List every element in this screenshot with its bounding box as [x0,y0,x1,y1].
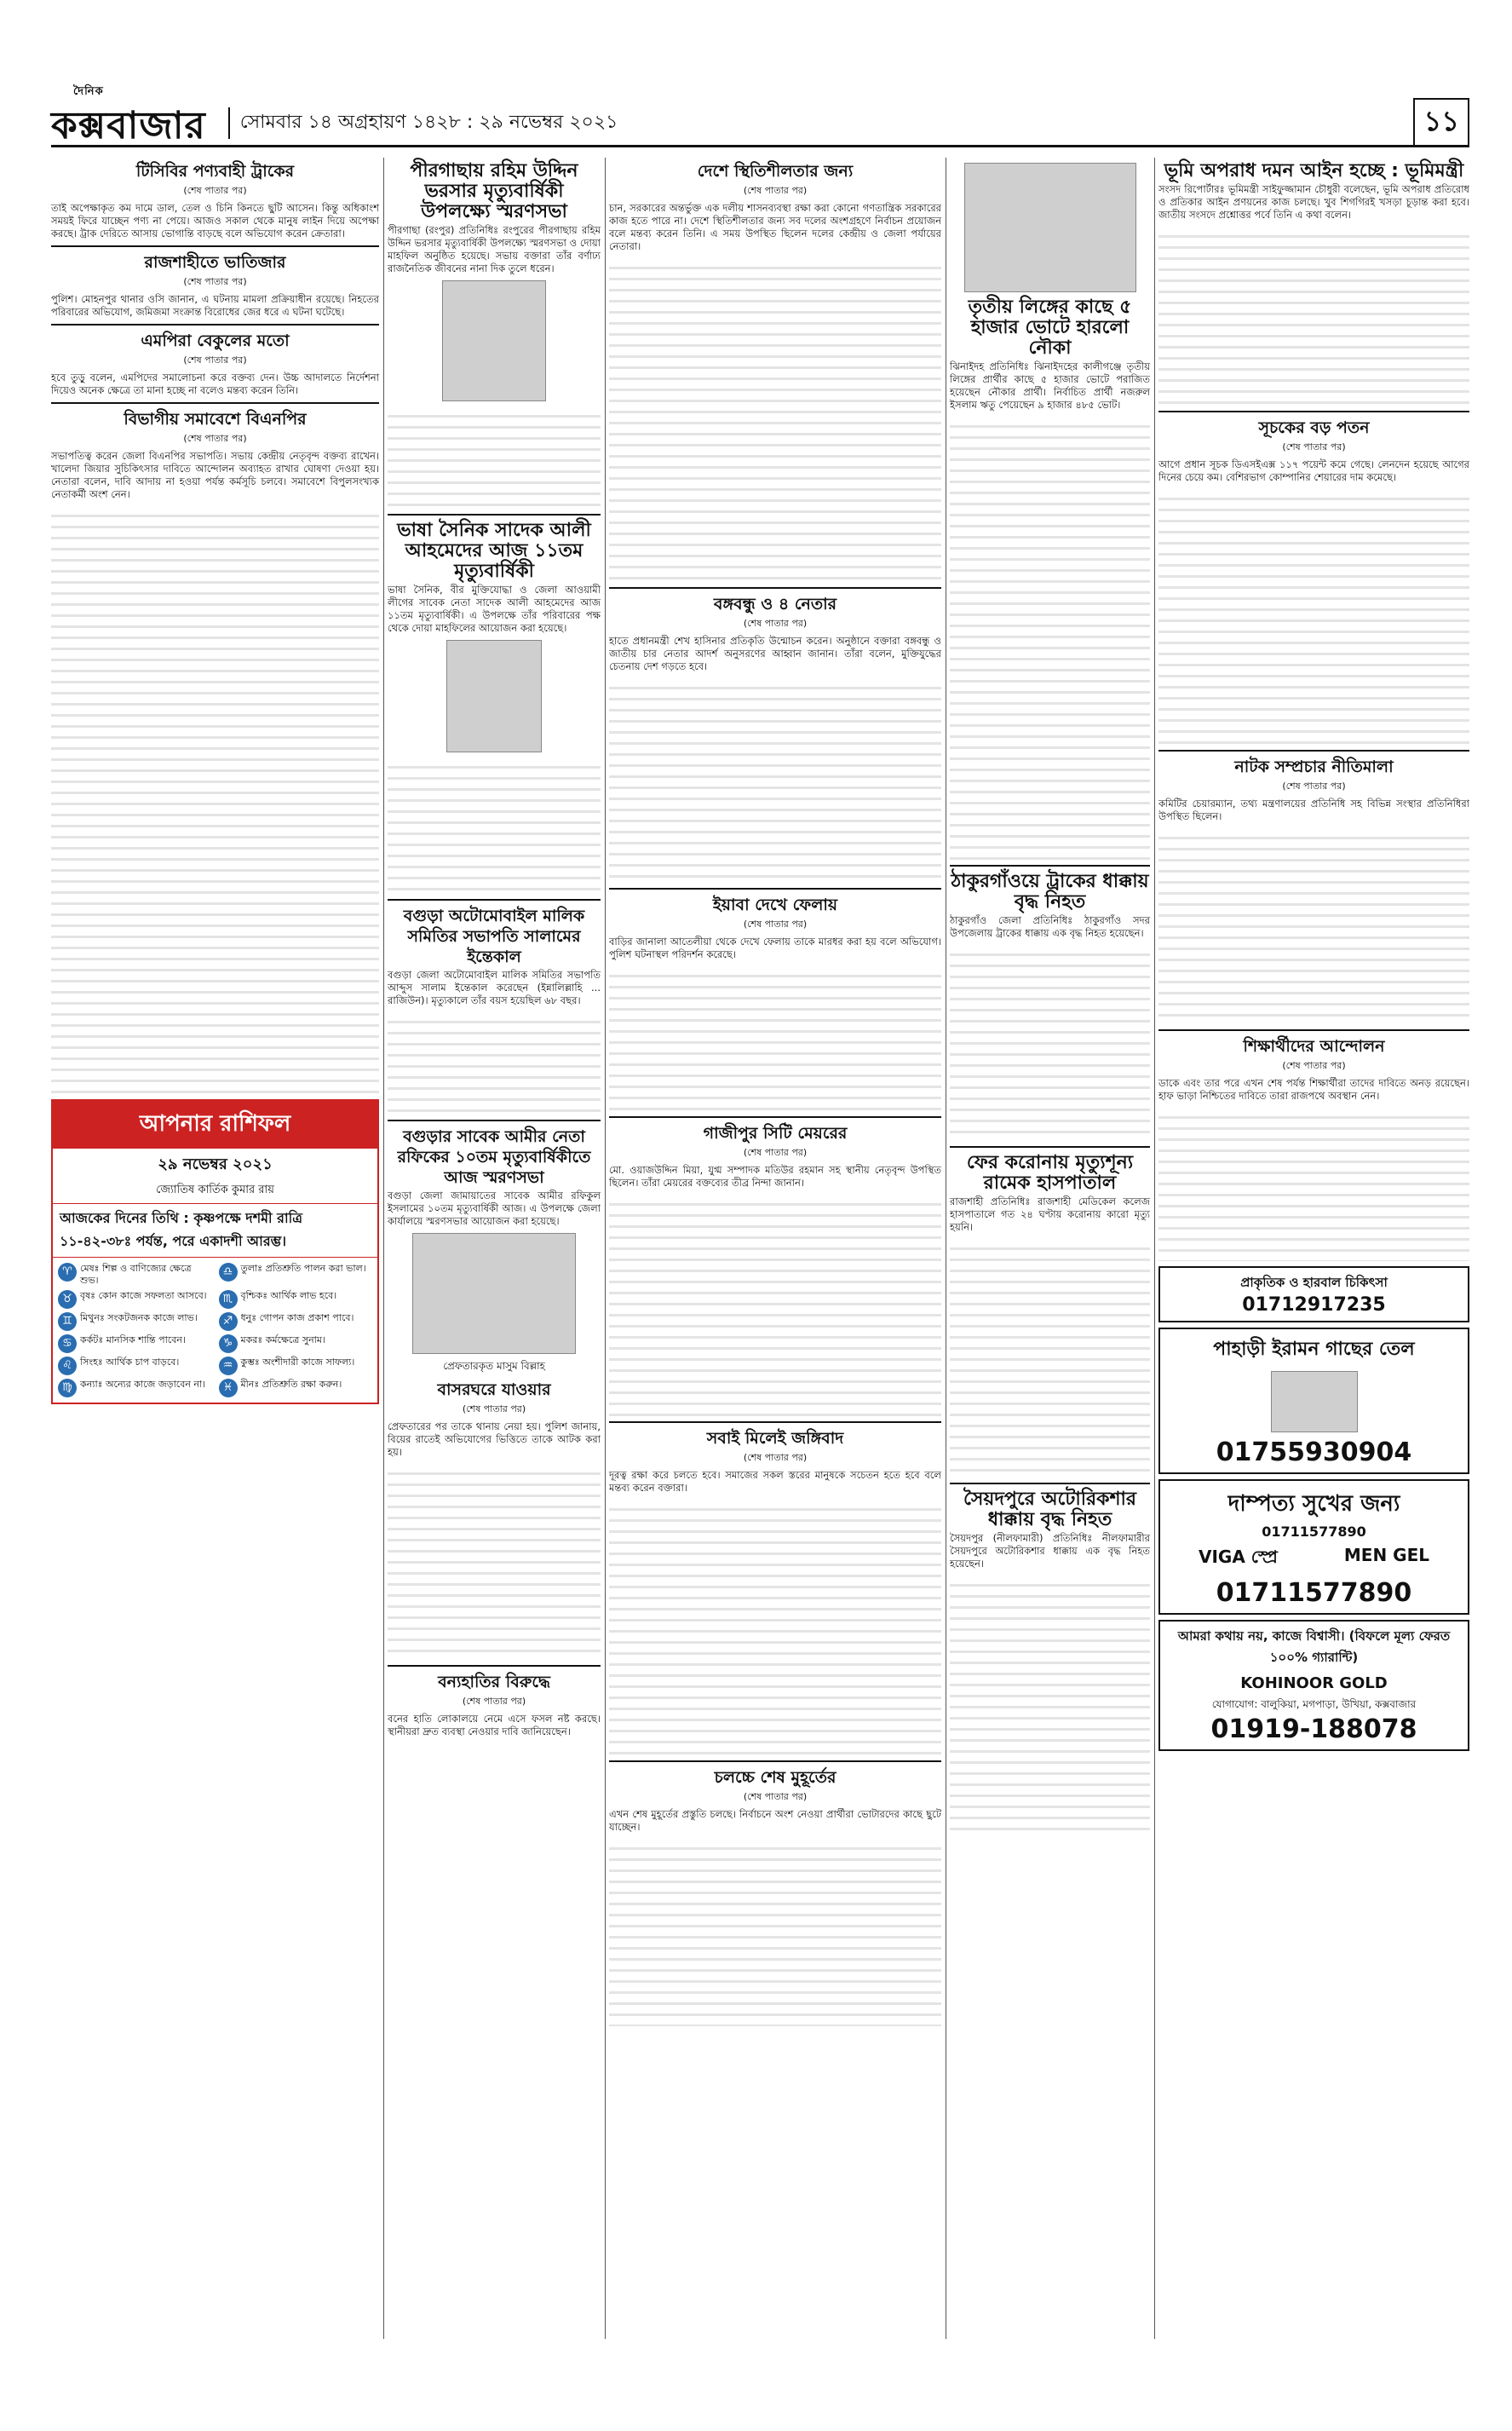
advertisement [1158,1328,1469,1474]
article-body: বাড়ির জানালা আতেলীয়া থেকে দেখে ফেলায় তাকে মারধর করা হয় বলে অভিযোগ। পুলিশ ঘটনাস্থল পরিদর্শন করেছে। [609,936,941,960]
article-body: সংসদ রিপোর্টারঃ ভূমিমন্ত্রী সাইফুজ্জামান চৌধুরী বলেছেন, ভূমি অপরাধ প্রতিরোধ ও প্রতিকার আইন প্রণয়নের কাজ চলছে। খুব শিগগিরই খসড়া চূড়ান্ত করা হবে। জাতীয় সংসদে প্রশ্নোত্তর পর্বে তিনি এ কথা বলেন। [1158,183,1469,221]
article-headline: সৈয়দপুরে অটোরিকশার ধাক্কায় বৃদ্ধ নিহত [963,1489,1137,1530]
article-headline: বাসরঘরে যাওয়ার [437,1380,551,1399]
article-text-block [388,1464,601,1660]
zodiac-icon: ♌ [58,1357,77,1375]
article-body: ঠাকুরগাঁও জেলা প্রতিনিধিঃ ঠাকুরগাঁও সদর উপজেলায় ট্রাকের ধাক্কায় এক বৃদ্ধ নিহত হয়েছেন। [950,914,1150,939]
divider [1158,411,1469,412]
article-text-block [950,417,1150,860]
ad-title: দাম্পত্য সুখের জন্য [1227,1491,1400,1517]
zodiac-text: মিথুনঃ সংকটজনক কাজে লাভ। [80,1312,198,1323]
divider [609,1116,941,1118]
zodiac-text: কন্যাঃ অন্যের কাজে জড়াবেন না। [80,1379,206,1390]
continued-note: (শেষ পাতার পর) [183,433,247,444]
continued-note: (শেষ পাতার পর) [743,1452,808,1463]
article-body: বনের হাতি লোকালয়ে নেমে এসে ফসল নষ্ট করছে। স্থানীয়রা দ্রুত ব্যবস্থা নেওয়ার দাবি জানিয়েছেন। [388,1713,601,1737]
continued-note: (শেষ পাতার পর) [462,1696,526,1707]
ad-title: প্রাকৃতিক ও হারবাল চিকিৎসা [1240,1275,1388,1290]
article-text-block [51,506,379,1094]
article-text-block [950,945,1150,1141]
article-headline: ফের করোনায় মৃত্যুশূন্য রামেক হাসপাতাল [966,1152,1134,1194]
zodiac-item [219,1334,373,1353]
article-text-block [609,1195,941,1416]
divider [609,1760,941,1762]
ad-product: VIGA স্প্রে [1199,1547,1278,1567]
divider [388,1665,601,1667]
ad-phone: 01755930904 [1216,1437,1412,1467]
zodiac-text: সিংহঃ আর্থিক চাপ বাড়বে। [80,1357,180,1368]
continued-note: (শেষ পাতার পর) [743,1147,808,1158]
article-body: বগুড়া জেলা জামায়াতের সাবেক আমীর রফিকুল ইসলামের ১০তম মৃত্যুবার্ষিকী আজ। এ উপলক্ষে জেলা কার্যালয়ে স্মরণসভার আয়োজন করা হয়েছে। [388,1190,601,1227]
article-body: তাই অপেক্ষাকৃত কম দামে ডাল, তেল ও চিনি কিনতে ছুটি আসেন। কিন্তু অধিকাংশ সময়ই ফিরে যাচ্ছেন পণ্য না পেয়ে। আজও সকাল থেকে মানুষ লাইন দিয়ে অপেক্ষা করছে। ট্রাক দেরিতে আসায় ভোগান্তি বাড়ছে বলে অভিযোগ করেন ক্রেতারা। [51,202,379,239]
portrait-photo [442,280,546,401]
horoscope-box [51,1099,379,1404]
zodiac-item [219,1379,373,1397]
article-headline: ইয়াবা দেখে ফেলায় [712,896,838,914]
column-4 [950,158,1150,1836]
article-text-block [950,1239,1150,1478]
zodiac-text: কুম্ভঃ অংশীদারী কাজে সাফল্য। [240,1357,355,1368]
ad-product: MEN GEL [1343,1545,1429,1565]
article-text-block [1158,828,1469,1024]
article-text-block [1158,489,1469,745]
article-headline: বন্যহাতির বিরুদ্ধে [438,1673,550,1691]
divider [51,402,379,404]
continued-note: (শেষ পাতার পর) [743,1791,808,1802]
zodiac-icon: ♑ [219,1334,238,1353]
zodiac-icon: ♉ [58,1290,77,1309]
article-headline: রাজশাহীতে ভাতিজার [144,253,286,272]
zodiac-item [58,1334,212,1353]
divider [950,1146,1150,1148]
article-text-block [388,758,601,894]
zodiac-text: কর্কটঃ মানসিক শান্তি পাবেন। [80,1334,186,1345]
divider [609,888,941,890]
article-headline: বগুড়া অটোমোবাইল মালিক সমিতির সভাপতি সালামের ইন্তেকাল [403,907,585,966]
ad-phone: 01712917235 [1242,1294,1386,1316]
article-body: ডাকে এবং তার পরে এখন শেষ পর্যন্ত শিক্ষার্থীরা তাদের দাবিতে অনড় রয়েছেন। হাফ ভাড়া নিশ্চিতের দাবিতে তারা রাজপথে অবস্থান নেন। [1158,1077,1469,1102]
zodiac-icon: ♓ [219,1379,238,1397]
article-text-block [950,1576,1150,1831]
article-text-block [1158,227,1469,406]
article-text-block [609,966,941,1111]
ad-phone: 01919-188078 [1210,1714,1417,1744]
article-headline: সবাই মিলেই জঙ্গিবাদ [706,1429,844,1448]
article-body: হবে তুড়ু বলেন, এমপিদের সমালোচনা করে বক্তব্য দেন। উচ্চ আদালতে নির্দেশনা দিয়েও অনেক ক্ষেত্রে তা মানা হচ্ছে না বলেও মন্তব্য করেন তিনি। [51,372,379,396]
continued-note: (শেষ পাতার পর) [743,185,808,196]
portrait-photo [446,640,542,752]
zodiac-icon: ♒ [219,1357,238,1375]
zodiac-grid [53,1258,377,1403]
article-headline: ঠাকুরগাঁওয়ে ট্রাকের ধাক্কায় বৃদ্ধ নিহত [951,871,1149,913]
article-headline: বিভাগীয় সমাবেশে বিএনপির [124,410,307,429]
article-text-block [388,1012,601,1115]
news-photo [964,163,1136,292]
continued-note: (শেষ পাতার পর) [462,1403,526,1414]
ad-photo [1271,1371,1358,1432]
article-body: ভাষা সৈনিক, বীর মুক্তিযোদ্ধা ও জেলা আওয়ামী লীগের সাবেক নেতা সাদেক আলী আহমেদের আজ ১১তম মৃত্যুবার্ষিকী। এ উপলক্ষে তাঁর পরিবারের পক্ষ থেকে দোয়া মাহফিলের আয়োজন করা হয়েছে। [388,584,601,634]
zodiac-item [58,1357,212,1375]
ad-title: পাহাড়ী ইরামন গাছের তেল [1213,1339,1415,1360]
column-3 [609,158,941,2031]
zodiac-item [58,1379,212,1397]
divider [1158,750,1469,752]
photo-caption: প্রেফতারকৃত মাসুম বিল্লাহ [443,1360,545,1372]
zodiac-icon: ♍ [58,1379,77,1397]
continued-note: (শেষ পাতার পর) [183,276,247,287]
article-body: পুলিশ। মোহনপুর থানার ওসি জানান, এ ঘটনায় মামলা প্রক্রিয়াধীন রয়েছে। নিহতের পরিবারের অভিযোগ, জমিজমা সংক্রান্ত বিরোধের জের ধরে এ ঘটনা ঘটেছে। [51,293,379,318]
zodiac-item [219,1312,373,1331]
column-divider [383,158,384,2339]
logo-prefix: দৈনিক [73,84,104,98]
horoscope-title: আপনার রাশিফল [53,1101,377,1149]
zodiac-text: মকরঃ কর্মক্ষেত্রে সুনাম। [240,1334,325,1345]
ad-product: KOHINOOR GOLD [1240,1674,1388,1692]
article-headline: বঙ্গবন্ধু ও ৪ নেতার [713,595,837,614]
zodiac-icon: ♏ [219,1290,238,1309]
zodiac-text: বৃষঃ কোন কাজে সফলতা আসবে। [80,1290,207,1301]
masthead [51,84,1469,147]
ad-phone: 01711577890 [1216,1578,1412,1608]
continued-note: (শেষ পাতার পর) [183,354,247,366]
continued-note: (শেষ পাতার পর) [183,185,247,196]
column-divider [605,158,606,2339]
divider [609,1421,941,1423]
article-text-block [609,1839,941,2026]
divider [388,899,601,901]
article-headline: পীরগাছায় রহিম উদ্দিন ভরসার মৃত্যুবার্ষিকী উপলক্ষ্যে স্মরণসভা [410,160,578,222]
zodiac-item [58,1312,212,1331]
divider [950,1483,1150,1484]
advertisement [1158,1266,1469,1322]
advertisement [1158,1620,1469,1751]
article-headline: ভূমি অপরাধ দমন আইন হচ্ছে : ভূমিমন্ত্রী [1164,160,1464,181]
zodiac-icon: ♐ [219,1312,238,1331]
zodiac-item [58,1290,212,1309]
continued-note: (শেষ পাতার পর) [1282,441,1346,452]
continued-note: (শেষ পাতার পর) [743,919,808,930]
article-headline: বগুড়ার সাবেক আমীর নেতা রফিকের ১০তম মৃত্যুবার্ষিকীতে আজ স্মরণসভা [397,1127,591,1187]
newspaper-logo [51,84,206,159]
article-body: সভাপতিত্ব করেন জেলা বিএনপির সভাপতি। সভায় কেন্দ্রীয় নেতৃবৃন্দ বক্তব্য রাখেন। খালেদা জিয়ার সুচিকিৎসার দাবিতে আন্দোলন অব্যাহত রাখার ঘোষণা দেওয়া হয়। নেতারা বলেন, দাবি আদায় না হওয়া পর্যন্ত কর্মসূচি চলবে। সমাবেশে বিপুলসংখ্যক নেতাকর্মী অংশ নেন। [51,450,379,500]
article-body: এখন শেষ মুহূর্তের প্রস্তুতি চলছে। নির্বাচনে অংশ নেওয়া প্রার্থীরা ভোটারদের কাছে ছুটে যাচ্ছেন। [609,1808,941,1833]
news-photo [412,1233,576,1354]
zodiac-text: মেষঃ শিল্প ও বাণিজ্যের ক্ষেত্রে শুভ। [80,1263,192,1286]
column-2 [388,158,601,1743]
article-body: সৈয়দপুর (নীলফামারী) প্রতিনিধিঃ নীলফামারীর সৈয়দপুরে অটোরিকশার ধাক্কায় এক বৃদ্ধ নিহত হয়েছেন। [950,1532,1150,1570]
tithi-info: আজকের দিনের তিথি : কৃষ্ণপক্ষে দশমী রাত্রি ১১-৪২-৩৮ঃ পর্যন্ত, পরে একাদশী আরম্ভ। [53,1203,377,1258]
ad-title: আমরা কথায় নয়, কাজে বিশ্বাসী। (বিফলে মূল্য ফেরত ১০০% গ্যারান্টি) [1177,1628,1451,1665]
article-body: পীরগাছা (রংপুর) প্রতিনিধিঃ রংপুরের পীরগাছায় রহিম উদ্দিন ভরসার মৃত্যুবার্ষিকী উপলক্ষ্যে স্মরণসভা ও দোয়া মাহফিল অনুষ্ঠিত হয়েছে। সভায় বক্তারা তাঁর বর্ণাঢ্য রাজনৈতিক জীবনের নানা দিক তুলে ধরেন। [388,224,601,274]
zodiac-item [219,1290,373,1309]
continued-note: (শেষ পাতার পর) [1282,781,1346,792]
divider [388,514,601,516]
divider [950,865,1150,867]
ad-phone-top: 01711577890 [1262,1524,1366,1540]
advertisement [1158,1479,1469,1615]
article-body: আগে প্রধান সূচক ডিএসইএক্স ১১৭ পয়েন্ট কমে গেছে। লেনদেন হয়েছে আগের দিনের চেয়ে কম। বেশিরভাগ কোম্পানির শেয়ারের দাম কমেছে। [1158,458,1469,483]
zodiac-text: তুলাঃ প্রতিশ্রুতি পালন করা ভাল। [240,1263,366,1274]
article-body: দূরত্ব রক্ষা করে চলতে হবে। সমাজের সকল স্তরের মানুষকে সচেতন হতে হবে বলে মন্তব্য করেন বক্তারা। [609,1469,941,1494]
zodiac-text: বৃশ্চিকঃ আর্থিক লাভ হবে। [240,1290,337,1301]
zodiac-text: মীনঃ প্রতিশ্রুতি রক্ষা করুন। [240,1379,342,1390]
article-text-block [609,258,941,582]
zodiac-icon: ♋ [58,1334,77,1353]
column-1 [51,158,379,1404]
zodiac-item [219,1357,373,1375]
article-body: কমিটির চেয়ারম্যান, তথ্য মন্ত্রণালয়ের প্রতিনিধি সহ বিভিন্ন সংস্থার প্রতিনিধিরা উপস্থিত ছিলেন। [1158,798,1469,822]
article-text-block [609,678,941,883]
article-text-block [609,1500,941,1755]
article-headline: ভাষা সৈনিক সাদেক আলী আহমেদের আজ ১১তম মৃত্যুবার্ষিকী [397,520,591,582]
zodiac-icon: ♈ [58,1263,77,1282]
article-headline: টিসিবির পণ্যবাহী ট্রাকের [135,162,295,181]
horoscope-date: ২৯ নভেম্বর ২০২১ [158,1155,273,1173]
article-body: ঝিনাইদহ প্রতিনিধিঃ ঝিনাইদহের কালীগঞ্জে তৃতীয় লিঙ্গের প্রার্থীর কাছে ৫ হাজার ভোটে পরাজিত হয়েছেন নৌকার প্রার্থী। নির্বাচিত প্রার্থী নজরুল ইসলাম ঋতু পেয়েছেন ৯ হাজার ৪৮৫ ভোট। [950,360,1150,411]
article-body: প্রেফতারের পর তাকে থানায় নেয়া হয়। পুলিশ জানায়, বিয়ের রাতেই অভিযোগের ভিত্তিতে তাকে আটক করা হয়। [388,1420,601,1458]
article-body: বগুড়া জেলা অটোমোবাইল মালিক সমিতির সভাপতি আব্দুস সালাম ইন্তেকাল করেছেন (ইন্নালিল্লাহি ... রাজিউন)। মৃত্যুকালে তাঁর বয়স হয়েছিল ৬৮ বছর। [388,969,601,1006]
article-body: হাতে প্রধানমন্ত্রী শেখ হাসিনার প্রতিকৃতি উন্মোচন করেন। অনুষ্ঠানে বক্তারা বঙ্গবন্ধু ও জাতীয় চার নেতার আদর্শ অনুসরণের আহ্বান জানান। তাঁরা বলেন, মুক্তিযুদ্ধের চেতনায় দেশ গড়তে হবে। [609,635,941,672]
article-headline: নাটক সম্প্রচার নীতিমালা [1234,758,1394,776]
article-headline: তৃতীয় লিঙ্গের কাছে ৫ হাজার ভোটে হারলো নৌকা [968,297,1132,359]
article-text-block [388,406,601,509]
astrologer-name: জ্যোতিষ কার্তিক কুমার রায় [156,1184,274,1196]
zodiac-icon: ♊ [58,1312,77,1331]
zodiac-text: ধনুঃ গোপন কাজ প্রকাশ পাবে। [240,1312,354,1323]
article-body: চান, সরকারের অন্তর্ভুক্ত এক দলীয় শাসনব্যবস্থা রক্ষা করা কোনো গণতান্ত্রিক সরকারের কাজ হতে পারে না। দেশে স্থিতিশীলতার জন্য সব দলের অংশগ্রহণে নির্বাচন প্রয়োজন বলে মন্তব্য করেন তিনি। এ সময় উপস্থিত ছিলেন দলের কেন্দ্রীয় ও জেলা পর্যায়ের নেতারা। [609,202,941,252]
article-headline: সূচকের বড় পতন [1258,418,1370,437]
article-headline: চলচ্চে শেষ মুহূর্তের [714,1768,836,1787]
divider [51,245,379,247]
article-headline: এমপিরা বেকুলের মতো [141,331,290,350]
divider [51,324,379,325]
article-headline: গাজীপুর সিটি মেয়রের [703,1124,848,1143]
article-headline: শিক্ষার্থীদের আন্দোলন [1243,1037,1385,1056]
divider [388,1120,601,1121]
column-divider [1154,158,1155,2339]
issue-date: সোমবার ১৪ অগ্রহায়ণ ১৪২৮ : ২৯ নভেম্বর ২০২১ [228,107,618,139]
article-body: মো. ওয়াজউদ্দিন মিয়া, যুগ্ম সম্পাদক মতিউর রহমান সহ স্থানীয় নেতৃবৃন্দ উপস্থিত ছিলেন। তাঁরা মেয়রের বক্তব্যের তীব্র নিন্দা জানান। [609,1164,941,1189]
continued-note: (শেষ পাতার পর) [1282,1060,1346,1071]
ad-address: যোগাযোগ: বালুকিয়া, মগপাড়া, উখিয়া, কক্সবাজার [1211,1698,1417,1710]
page-number: ১১ [1413,98,1469,147]
column-5 [1158,158,1469,1756]
zodiac-item [58,1263,212,1287]
divider [609,587,941,589]
article-headline: দেশে স্থিতিশীলতার জন্য [697,162,854,181]
zodiac-icon: ♎ [219,1263,238,1282]
logo-text: কক্সবাজার [51,103,206,147]
article-text-block [1158,1108,1469,1261]
zodiac-item [219,1263,373,1287]
article-body: রাজশাহী প্রতিনিধিঃ রাজশাহী মেডিকেল কলেজ হাসপাতালে গত ২৪ ঘণ্টায় করোনায় কারো মৃত্যু হয়নি। [950,1195,1150,1233]
continued-note: (শেষ পাতার পর) [743,618,808,629]
divider [1158,1029,1469,1031]
